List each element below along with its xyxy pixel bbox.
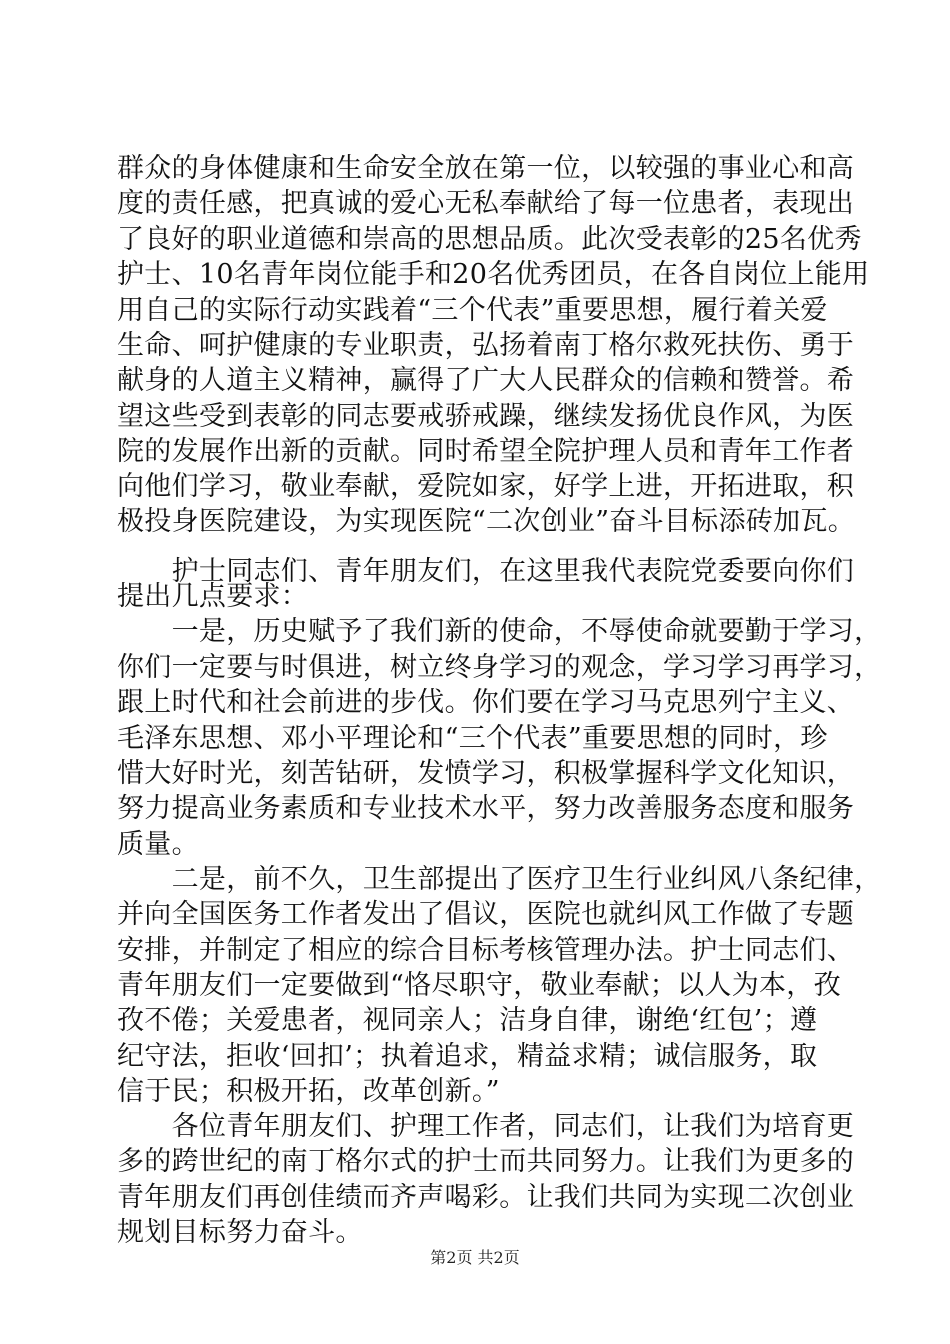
text-line: 并向全国医务工作者发出了倡议，医院也就纠风工作做了专题 <box>117 899 855 930</box>
text-line: 惜大好时光，刻苦钻研，发愤学习，积极掌握科学文化知识， <box>117 758 855 789</box>
text-line: 你们一定要与时俱进，树立终身学习的观念，学习学习再学习， <box>117 652 882 683</box>
text-line: 提出几点要求： <box>117 581 309 612</box>
text-line: 向他们学习，敬业奉献，爱院如家，好学上进，开拓进取，积 <box>117 471 855 502</box>
text-line: 纪守法，拒收‘回扣’；执着追求，精益求精；诚信服务，取 <box>117 1041 818 1072</box>
text-line: 青年朋友们再创佳绩而齐声喝彩。让我们共同为实现二次创业 <box>117 1182 855 1213</box>
text-line: 信于民；积极开拓，改革创新。” <box>117 1076 500 1107</box>
text-line: 规划目标努力奋斗。 <box>117 1217 363 1248</box>
text-line: 一是，历史赋予了我们新的使命，不辱使命就要勤于学习， <box>117 616 882 647</box>
text-line: 安排，并制定了相应的综合目标考核管理办法。护士同志们、 <box>117 935 855 966</box>
text-line: 二是，前不久，卫生部提出了医疗卫生行业纠风八条纪律， <box>117 864 882 895</box>
text-line: 各位青年朋友们、护理工作者，同志们，让我们为培育更 <box>117 1111 855 1142</box>
text-line: 跟上时代和社会前进的步伐。你们要在学习马克思列宁主义、 <box>117 687 855 718</box>
text-line: 青年朋友们一定要做到“恪尽职守，敬业奉献；以人为本，孜 <box>117 970 841 1001</box>
text-line: 护士同志们、青年朋友们，在这里我代表院党委要向你们 <box>117 556 855 587</box>
page-footer: 第2页 共2页 <box>430 1248 520 1267</box>
text-line: 度的责任感，把真诚的爱心无私奉献给了每一位患者，表现出 <box>117 188 855 219</box>
text-line: 生命、呵护健康的专业职责，弘扬着南丁格尔救死扶伤、勇于 <box>117 330 855 361</box>
text-line: 群众的身体健康和生命安全放在第一位，以较强的事业心和高 <box>117 153 855 184</box>
text-line: 极投身医院建设，为实现医院“二次创业”奋斗目标添砖加瓦。 <box>117 506 856 537</box>
text-line: 了良好的职业道德和崇高的思想品质。此次受表彰的25名优秀 <box>117 224 862 255</box>
text-line: 质量。 <box>117 829 199 860</box>
text-line: 孜不倦；关爱患者，视同亲人；洁身自律，谢绝‘红包’；遵 <box>117 1005 818 1036</box>
text-line: 多的跨世纪的南丁格尔式的护士而共同努力。让我们为更多的 <box>117 1146 855 1177</box>
text-line: 望这些受到表彰的同志要戒骄戒躁，继续发扬优良作风，为医 <box>117 401 855 432</box>
text-line: 努力提高业务素质和专业技术水平，努力改善服务态度和服务 <box>117 793 855 824</box>
text-line: 用自己的实际行动实践着“三个代表”重要思想，履行着关爱 <box>117 295 828 326</box>
text-line: 献身的人道主义精神，赢得了广大人民群众的信赖和赞誉。希 <box>117 365 855 396</box>
text-line: 毛泽东思想、邓小平理论和“三个代表”重要思想的同时，珍 <box>117 723 828 754</box>
text-line: 护士、10名青年岗位能手和20名优秀团员，在各自岗位上能用 <box>117 259 870 290</box>
text-line: 院的发展作出新的贡献。同时希望全院护理人员和青年工作者 <box>117 436 855 467</box>
